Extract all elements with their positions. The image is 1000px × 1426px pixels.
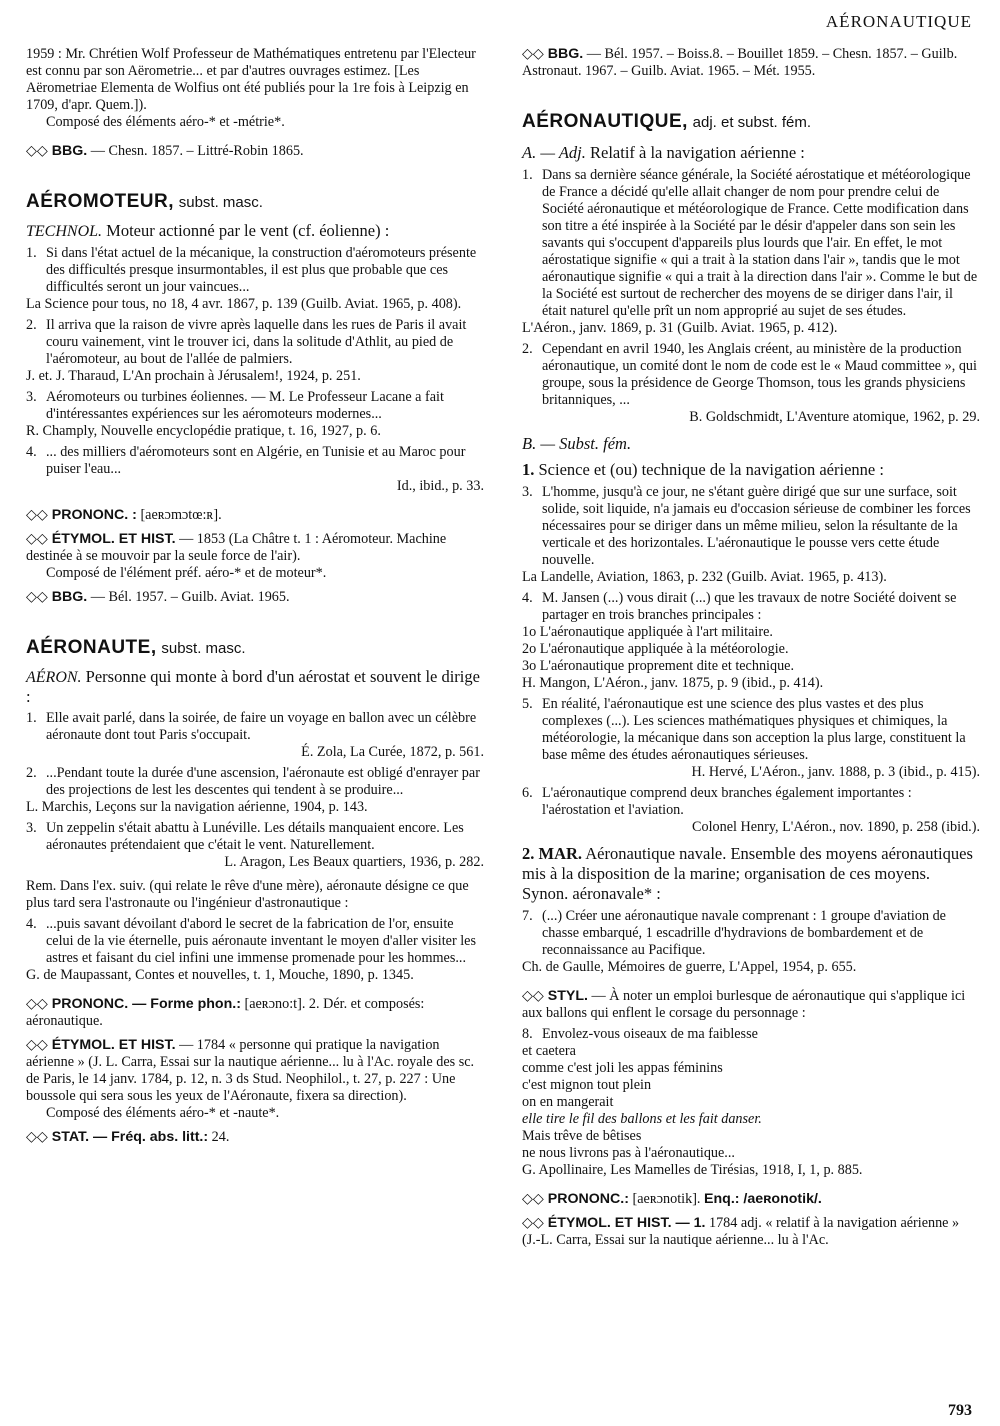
running-head: AÉRONAUTIQUE: [825, 12, 972, 31]
headword-aeromoteur: AÉROMOTEUR, subst. masc.: [26, 191, 263, 212]
intro-compose: Composé des éléments aéro-* et -métrie*.: [46, 114, 285, 130]
example-source: B. Goldschmidt, L'Aventure atomique, 1962, p. 29.: [689, 409, 980, 425]
headword-aeronaute: AÉRONAUTE, subst. masc.: [26, 637, 246, 658]
example-source: G. Apollinaire, Les Mamelles de Tirésias, 1918, I, 1, p. 885.: [522, 1162, 863, 1178]
verse-line: ne nous livrons pas à l'aéronautique...: [522, 1145, 735, 1161]
example: 7. (...) Créer une aéronautique navale comprenant : 1 groupe d'aviation de chasse embarqué, 1 escadrille d'hydravions de bombardement et de reconnaissance au Pacifique.: [522, 908, 946, 958]
verse-line: on en mangerait: [522, 1094, 614, 1110]
etymol-rubric: ◇◇ ÉTYMOL. ET HIST. — 1853 (La Châtre t. 1 : Aéromoteur. Machine destinée à se mouvoir par la seule force de l'air).: [26, 531, 447, 564]
list-item: 2o L'aéronautique appliquée à la météorologie.: [522, 641, 789, 657]
example-source: La Landelle, Aviation, 1863, p. 232 (Guilb. Aviat. 1965, p. 413).: [522, 569, 887, 585]
example-source: É. Zola, La Curée, 1872, p. 561.: [301, 744, 484, 760]
verse-line: et caetera: [522, 1043, 576, 1059]
etymol-compose: Composé des éléments aéro-* et -naute*.: [46, 1105, 280, 1121]
example-source: La Science pour tous, no 18, 4 avr. 1867, p. 139 (Guilb. Aviat. 1965, p. 408).: [26, 296, 462, 312]
example-source: H. Hervé, L'Aéron., janv. 1888, p. 3 (ibid., p. 415).: [691, 764, 980, 780]
example: 4. M. Jansen (...) vous dirait (...) que les travaux de notre Société doivent se partager en trois branches principales :: [522, 590, 957, 623]
example: 8. Envolez-vous oiseaux de ma faiblesse: [522, 1026, 758, 1042]
example-source: Colonel Henry, L'Aéron., nov. 1890, p. 258 (ibid.).: [692, 819, 980, 835]
subsection-1: 1. Science et (ou) technique de la navigation aérienne :: [522, 460, 884, 479]
verse-line: comme c'est joli les appas féminins: [522, 1060, 723, 1076]
right-column: [522, 46, 980, 1249]
example-source: J. et. J. Tharaud, L'An prochain à Jérusalem!, 1924, p. 251.: [26, 368, 361, 384]
example-source: L. Aragon, Les Beaux quartiers, 1936, p. 282.: [224, 854, 484, 870]
example: 6. L'aéronautique comprend deux branches également importantes : l'aérostation et l'aviation.: [522, 785, 912, 818]
example-source: G. de Maupassant, Contes et nouvelles, t. 1, Mouche, 1890, p. 1345.: [26, 967, 414, 983]
bbg-rubric: ◇◇ BBG. — Chesn. 1857. – Littré-Robin 1865.: [26, 143, 304, 159]
styl-rubric: ◇◇ STYL. — À noter un emploi burlesque de aéronautique qui s'applique ici aux ballons qui enflent le corsage du personnage :: [522, 988, 966, 1021]
prononc-rubric: ◇◇ PRONONC. — Forme phon.: [aeʀɔno:t]. 2. Dér. et composés: aéronautique.: [26, 996, 425, 1029]
example: 3. Un zeppelin s'était abattu à Lunéville. Les détails manquaient encore. Les aéronautes prétendaient que c'était le vent. Naturellement.: [26, 820, 464, 853]
etymol-rubric: ◇◇ ÉTYMOL. ET HIST. — 1784 « personne qui pratique la navigation aérienne » (J. L. Carra, Essai sur la nautique aérienne... lu à l'Ac. royale des sc. de Paris, le 14 janv. 1784, p. 12, n. 3 ds Stud. Neophilol., t. 27, p. 227 : Une boussole qui sera sous les yeux de l'Aéronaute, fixera sa direction).: [26, 1037, 475, 1104]
example: 2. Cependant en avril 1940, les Anglais créent, au ministère de la production aéronautique, un comité dont le nom de code est le « Maud committee », qui groupe, sous la présidence de George Thomson, tous les grands physiciens britanniques, ...: [522, 341, 977, 408]
prononc-rubric: ◇◇ PRONONC. : [aeʀɔmɔtœ:ʀ].: [26, 507, 222, 523]
example: 2. ...Pendant toute la durée d'une ascension, l'aéronaute est obligé d'enrayer par des projections de lest les descentes qui tendent à se produire...: [26, 765, 480, 798]
example-source: R. Champly, Nouvelle encyclopédie pratique, t. 16, 1927, p. 6.: [26, 423, 381, 439]
example: 3. L'homme, jusqu'à ce jour, ne s'étant guère dirigé que sur une surface, soit solide, soit liquide, n'a jamais eu d'occasion sérieuse de combiner les forces nécessaires pour se diriger dans un même milieu, selon la résultante de la verticale et des horizontales. L'aéronautique le pousse vers cette étude nouvelle.: [522, 484, 971, 568]
example: 4. ...puis savant dévoilant d'abord le secret de la fabrication de l'or, ensuite celui de la vie éternelle, puis aéronaute inventant le moyen d'aller visiter les astres et faisant du ciel infini une immense promenade pour les hommes...: [26, 916, 476, 966]
stat-rubric: ◇◇ STAT. — Fréq. abs. litt.: 24.: [26, 1129, 230, 1145]
page-number: 793: [948, 1402, 972, 1419]
example: 4. ... des milliers d'aéromoteurs sont en Algérie, en Tunisie et au Maroc pour puiser l'eau...: [26, 444, 466, 477]
example: 2. Il arriva que la raison de vivre après laquelle dans les rues de Paris il avait couru vainement, vint le trouver ici, dans la solitude d'Athlit, au pied de l'aéromoteur, au bout de l'allée de palmiers.: [26, 317, 467, 367]
subsection-2: 2. MAR. Aéronautique navale. Ensemble des moyens aéronautiques mis à la disposition de la marine; organisation de ces moyens. Synon. aéronavale* :: [522, 844, 973, 903]
etymol-rubric: ◇◇ ÉTYMOL. ET HIST. — 1. 1784 adj. « relatif à la navigation aérienne » (J.-L. Carra, Essai sur la nautique aérienne... lu à l'Ac.: [522, 1215, 960, 1248]
list-item: 3o L'aéronautique proprement dite et technique.: [522, 658, 795, 674]
verse-line: Mais trêve de bêtises: [522, 1128, 642, 1144]
etymol-compose: Composé de l'élément préf. aéro-* et de moteur*.: [46, 565, 327, 581]
list-item: 1o L'aéronautique appliquée à l'art militaire.: [522, 624, 773, 640]
remark: Rem. Dans l'ex. suiv. (qui relate le rêve d'une mère), aéronaute désigne ce que plus tard sera l'astronaute ou l'ingénieur d'astronautique :: [26, 878, 469, 911]
example: 5. En réalité, l'aéronautique est une science des plus vastes et des plus complexes (...). Les sciences mathématiques physiques et chimiques, la météorologie, la mécanique dans son acception la plus large, constituent la base même des études aéronautiques sérieuses.: [522, 696, 966, 763]
verse-line: elle tire le fil des ballons et les fait danser.: [522, 1111, 762, 1127]
example-source: L'Aéron., janv. 1869, p. 31 (Guilb. Aviat. 1965, p. 412).: [522, 320, 838, 336]
example: 1. Elle avait parlé, dans la soirée, de faire un voyage en ballon avec un célèbre aéronaute dont tout Paris s'occupait.: [26, 710, 477, 743]
prononc-rubric: ◇◇ PRONONC.: [aeʀɔnotik]. Enq.: /aeʀonotik/.: [522, 1191, 822, 1207]
verse-line: c'est mignon tout plein: [522, 1077, 652, 1093]
definition: AÉRON. Personne qui monte à bord d'un aérostat et souvent le dirige :: [26, 667, 480, 706]
bbg-rubric: ◇◇ BBG. — Bél. 1957. – Guilb. Aviat. 1965.: [26, 589, 290, 605]
intro-paragraph: 1959 : Mr. Chrétien Wolf Professeur de Mathématiques entretenu par l'Electeur est connu par son Aërometrie... et par d'autres ouvrages estimez. [Les Aërometriae Elementa de Wolfius ont été publiés pour la 1re fois à Leipzig en 1709, d'apr. Quem.]).: [26, 46, 476, 113]
definition: TECHNOL. Moteur actionné par le vent (cf. éolienne) :: [26, 221, 390, 240]
example: 1. Si dans l'état actuel de la mécanique, la construction d'aéromoteurs présente des difficultés presque insurmontables, il est plus que probable que ces difficultés seront un jour vaincues...: [26, 245, 477, 295]
example-source: Ch. de Gaulle, Mémoires de guerre, L'Appel, 1954, p. 655.: [522, 959, 857, 975]
example-source: Id., ibid., p. 33.: [396, 478, 484, 494]
bbg-rubric: ◇◇ BBG. — Bél. 1957. – Boiss.8. – Bouillet 1859. – Chesn. 1857. – Guilb. Astronaut. 1967. – Guilb. Aviat. 1965. – Mét. 1955.: [522, 46, 958, 79]
example-source: L. Marchis, Leçons sur la navigation aérienne, 1904, p. 143.: [26, 799, 368, 815]
example: 3. Aéromoteurs ou turbines éoliennes. — M. Le Professeur Lacane a fait d'intéressantes expériences sur les aéromoteurs modernes...: [26, 389, 444, 422]
example-source: H. Mangon, L'Aéron., janv. 1875, p. 9 (ibid., p. 414).: [522, 675, 824, 691]
example: 1. Dans sa dernière séance générale, la Société aérostatique et météorologique de France a décidé qu'elle allait changer de nom pour prendre celui de Société aéronautique et météorologique de France. Cette modification dans son titre a été inspirée à la Société par le désir d'appeler dans son sein les savants qui s'occupent d'appareils plus lourds que l'air. En effet, le mot aérostatique signifie « qui a trait à la station dans l'air », tandis que le mot aéronautique signifie « qui a trait à la direction dans l'air ». Comme le but de la Société est surtout de rechercher des moyens de se diriger dans l'air, il était naturel qu'elle prît un nom approprié au sujet de ses études.: [522, 167, 978, 319]
left-column: [26, 46, 484, 1146]
section-b: B. — Subst. fém.: [522, 434, 632, 453]
section-a: A. — Adj. Relatif à la navigation aérienne :: [522, 143, 805, 162]
headword-aeronautique: AÉRONAUTIQUE, adj. et subst. fém.: [522, 111, 812, 132]
